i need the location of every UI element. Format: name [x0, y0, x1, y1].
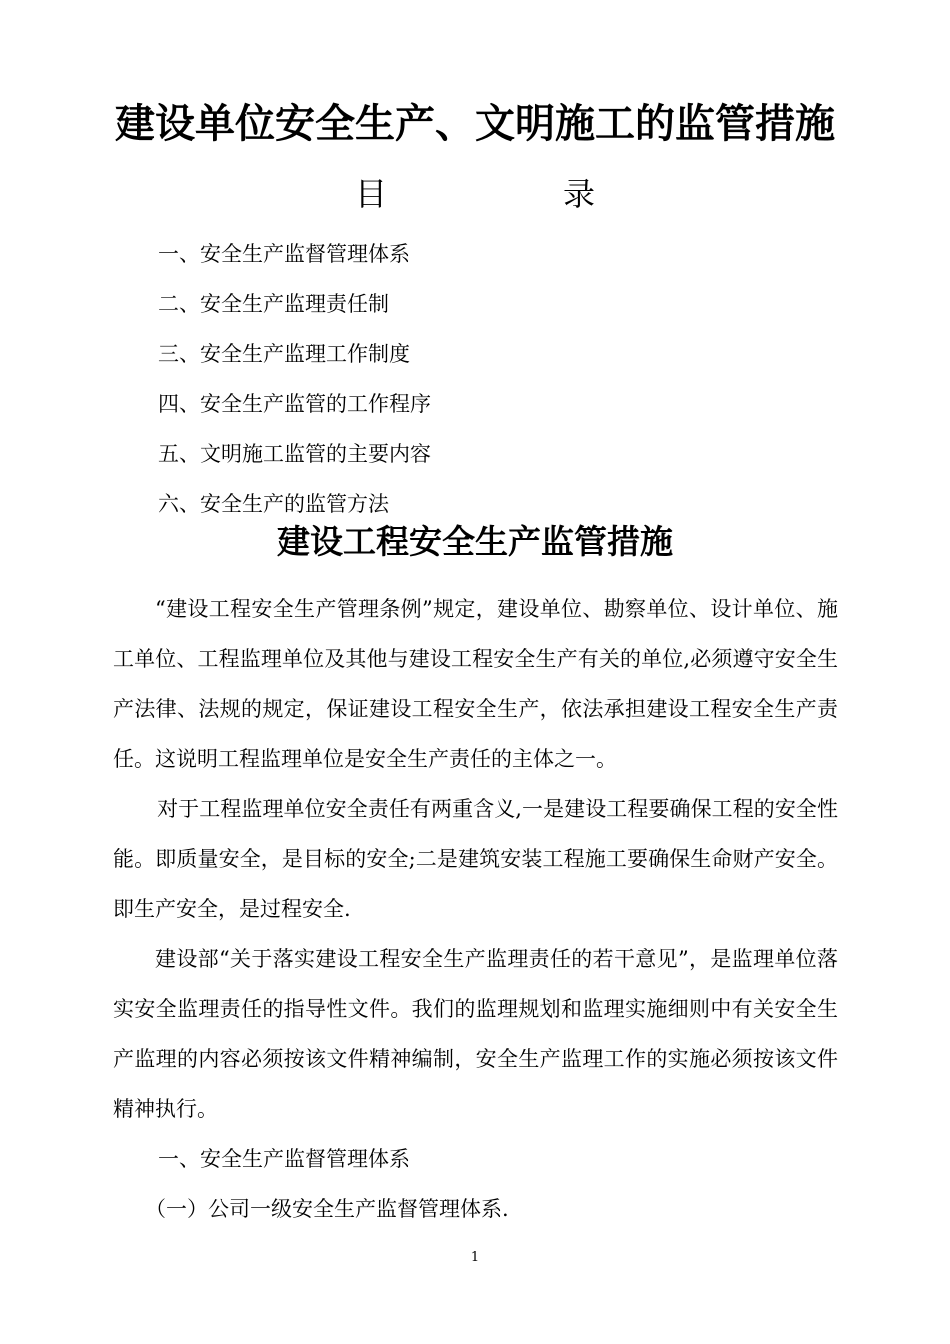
page-number: 1 — [470, 1250, 480, 1265]
toc-heading-char-1: 目 — [355, 175, 388, 213]
toc-heading — [0, 172, 950, 216]
toc-item: 一、安全生产监督管理体系 — [158, 242, 410, 266]
subheading: （一）公司一级安全生产监督管理体系. — [145, 1197, 509, 1221]
toc-item: 六、安全生产的监管方法 — [158, 492, 389, 516]
toc-heading-char-2: 录 — [563, 175, 596, 213]
paragraph: “建设工程安全生产管理条例”规定，建设单位、勘察单位、设计单位、施工单位、工程监理单位及其他与建设工程安全生产有关的单位,必须遵守安全生产法律、法规的规定，保证建设工程安全生产，依法承担建设工程安全生产责任。这说明工程监理单位是安全生产责任的主体之一。 — [113, 597, 838, 771]
body-text — [113, 584, 838, 1234]
toc-item: 二、安全生产监理责任制 — [158, 292, 389, 316]
toc-item: 四、安全生产监管的工作程序 — [158, 392, 431, 416]
subheading: 一、安全生产监督管理体系 — [158, 1147, 410, 1171]
toc-item: 三、安全生产监理工作制度 — [158, 342, 410, 366]
section-title: 建设工程安全生产监管措施 — [277, 522, 673, 561]
paragraph: 建设部“关于落实建设工程安全生产监理责任的若干意见”，是监理单位落实安全监理责任的指导性文件。我们的监理规划和监理实施细则中有关安全生产监理的内容必须按该文件精神编制，安全生产监理工作的实施必须按该文件精神执行。 — [113, 947, 838, 1121]
toc-item: 五、文明施工监管的主要内容 — [158, 442, 431, 466]
main-title: 建设单位安全生产、文明施工的监管措施 — [115, 101, 835, 147]
paragraph: 对于工程监理单位安全责任有两重含义,一是建设工程要确保工程的安全性能。即质量安全，是目标的安全;二是建筑安装工程施工要确保生命财产安全。即生产安全，是过程安全. — [113, 797, 838, 921]
table-of-contents — [158, 236, 431, 536]
